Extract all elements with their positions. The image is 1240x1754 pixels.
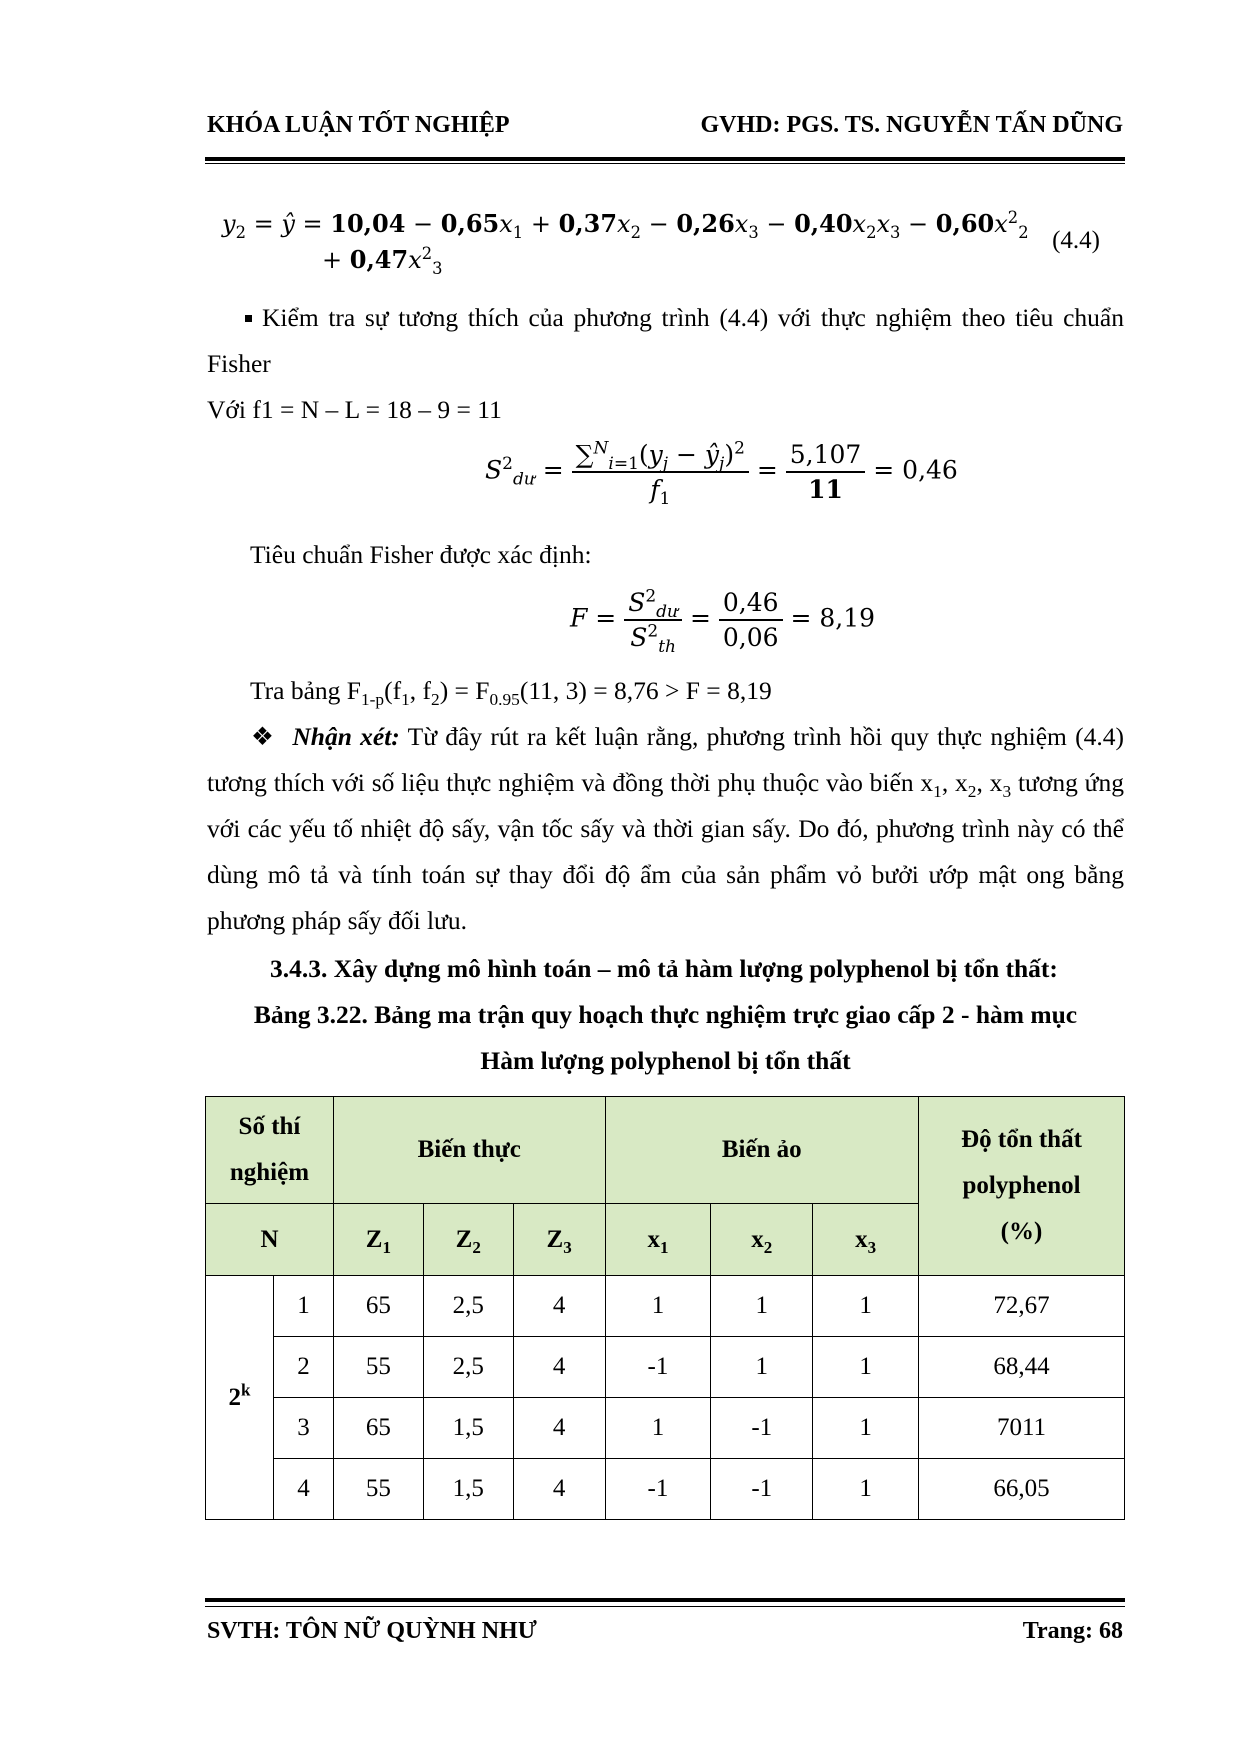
header-rule [205, 157, 1125, 161]
table-lookup-line: Tra bảng $F_{1-p}(f_1$, $f_2) = F_{0.95}(11$, 3) = 8,76 > F = 8,19 [250, 676, 772, 710]
group-2k: 2$^k$ [206, 1276, 274, 1520]
section-heading: 3.4.3. Xây dựng mô hình toán – mô tả hàm lượng polyphenol bị tổn thất: [270, 954, 1058, 983]
diamond-bullet-icon: ❖ [251, 722, 276, 751]
residual-variance-formula: $S^2_{dư}$ = $\frac{\sum^N_{i=1}(y_j - ŷ_j)^2}{f_1}$ = $\frac{5,107}{11}$ = 0,46 [485, 438, 958, 509]
page-number: Trang: 68 [1022, 1618, 1123, 1644]
header-x3: $x_3$ [813, 1204, 919, 1276]
equation-number: (4.4) [1052, 227, 1100, 254]
footer-rule [205, 1598, 1125, 1602]
square-bullet-icon [245, 315, 252, 322]
table-row: 3 65 1,5 4 1 -1 1 7011 [206, 1398, 1125, 1459]
fisher-intro: Tiêu chuẩn Fisher được xác định: [250, 540, 592, 569]
table-row: 2 55 2,5 4 -1 1 1 68,44 [206, 1337, 1125, 1398]
fisher-formula: F = $\frac{S^2_{dư}}{S^2_{th}}$ = $\frac{0,46}{0,06}$ = 8,19 [570, 586, 876, 657]
fisher-check-paragraph: Kiểm tra sự tương thích của phương trình (4.4) với thực nghiệm theo tiêu chuẩn Fisher [207, 303, 1124, 378]
remark-paragraph: ❖ Nhận xét: Từ đây rút ra kết luận rằng, phương trình hồi quy thực nghiệm (4.4) tương thích với số liệu thực nghiệm và đồng thời phụ thuộc vào biến $x_1$, $x_2$, $x_3$ tương ứng với các yếu tố nhiệt độ sấy, vận tốc sấy và thời gian sấy. Do đó, phương trình này có thể dùng mô tả và tính toán sự thay đổi độ ẩm của sản phẩm vỏ bưởi ướp mật ong bằng phương pháp sấy đối lưu. [207, 722, 1124, 935]
table-caption-line1: Bảng 3.22. Bảng ma trận quy hoạch thực nghiệm trực giao cấp 2 - hàm mục [253, 1000, 1078, 1029]
table-caption-line2: Hàm lượng polyphenol bị tổn thất [480, 1046, 851, 1075]
experiment-matrix-table [205, 1096, 1125, 1520]
header-advisor: GVHD: PGS. TS. NGUYỄN TẤN DŨNG [700, 112, 1123, 138]
header-Z3: $Z_3$ [513, 1204, 605, 1276]
header-N: N [206, 1204, 334, 1276]
footer-student: SVTH: TÔN NỮ QUỲNH NHƯ [207, 1618, 537, 1644]
page-footer [207, 1618, 1123, 1650]
header-thesis-title: KHÓA LUẬN TỐT NGHIỆP [207, 112, 510, 138]
header-rule-thin [205, 163, 1125, 164]
header-coded-variables: Biến ảo [605, 1097, 918, 1204]
page-header [207, 112, 1123, 144]
header-x2: $x_2$ [711, 1204, 813, 1276]
regression-equation: $y_2$ = ŷ = $10,04 - 0,65x_1 + 0,37x_2 - 0,26x_3 - 0,40x_2x_3 - 0,60x^2_2$ + $0,47x^2_3$ (4.4) [222, 208, 1100, 278]
header-real-variables: Biến thực [333, 1097, 605, 1204]
header-polyphenol-loss: Độ tổn thất polyphenol (%) [918, 1097, 1124, 1276]
f1-line: Với f1 = N – L = 18 – 9 = 11 [207, 395, 502, 424]
header-Z1: $Z_1$ [333, 1204, 423, 1276]
header-experiment-number: Số thí nghiệm [206, 1097, 334, 1204]
header-x1: $x_1$ [605, 1204, 711, 1276]
table-row: 2$^k$ 1 65 2,5 4 1 1 1 72,67 [206, 1276, 1125, 1337]
header-Z2: $Z_2$ [423, 1204, 513, 1276]
footer-rule-thin [205, 1606, 1125, 1607]
table-row: 4 55 1,5 4 -1 -1 1 66,05 [206, 1459, 1125, 1520]
